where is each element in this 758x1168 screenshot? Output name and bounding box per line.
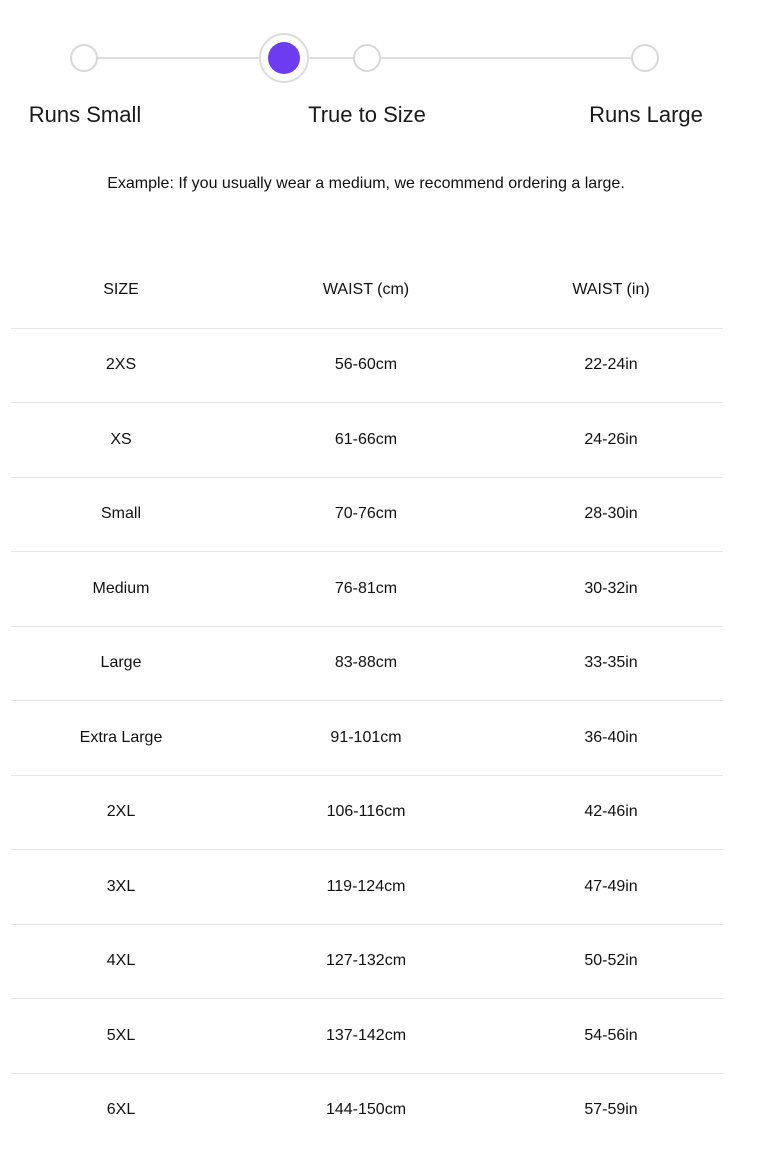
waist-in-cell: 54-56in [584, 1026, 638, 1044]
size-cell: 5XL [106, 1026, 136, 1044]
table-row [11, 924, 723, 999]
fit-scale-selected-marker [268, 42, 300, 74]
waist-cm-cell: 127-132cm [325, 952, 407, 970]
fit-scale-dot-true-to-size[interactable] [259, 33, 309, 83]
table-row [11, 402, 723, 477]
fit-scale-dot-runs-small[interactable] [70, 44, 98, 72]
waist-cm-cell: 76-81cm [334, 579, 398, 597]
waist-in-cell: 36-40in [584, 728, 638, 746]
size-table-header [11, 253, 723, 328]
waist-cm-cell: 144-150cm [325, 1101, 407, 1119]
size-cell: 6XL [106, 1101, 136, 1119]
waist-in-cell: 47-49in [584, 877, 638, 895]
waist-in-cell: 22-24in [584, 356, 638, 374]
fit-scale-dot-runs-large[interactable] [631, 44, 659, 72]
size-cell: 2XL [106, 803, 136, 821]
table-row [11, 998, 723, 1073]
waist-cm-cell: 61-66cm [334, 430, 398, 448]
waist-cm-cell: 91-101cm [330, 728, 402, 746]
size-cell: 2XS [105, 356, 137, 374]
waist-cm-cell: 137-142cm [325, 1026, 407, 1044]
size-cell: Large [100, 654, 142, 672]
waist-cm-cell: 83-88cm [334, 654, 398, 672]
size-cell: Small [100, 505, 142, 523]
fit-label-runs-small: Runs Small [28, 102, 142, 127]
waist-cm-cell: 56-60cm [334, 356, 398, 374]
fit-label-true-to-size: True to Size [308, 102, 426, 127]
table-row [11, 849, 723, 924]
waist-in-cell: 30-32in [584, 579, 638, 597]
table-row [11, 775, 723, 850]
size-cell: 3XL [106, 877, 136, 895]
size-table [11, 253, 723, 1147]
size-cell: XS [110, 430, 132, 448]
table-row [11, 700, 723, 775]
header-waist-cm: WAIST (cm) [322, 281, 410, 299]
size-cell: 4XL [106, 952, 136, 970]
header-waist-in: WAIST (in) [572, 281, 650, 299]
fit-example-text: Example: If you usually wear a medium, we recommend ordering a large. [107, 175, 625, 192]
waist-in-cell: 50-52in [584, 952, 638, 970]
table-row [11, 328, 723, 403]
waist-in-cell: 42-46in [584, 803, 638, 821]
table-row [11, 551, 723, 626]
waist-cm-cell: 119-124cm [326, 877, 406, 895]
waist-in-cell: 33-35in [584, 654, 638, 672]
table-row [11, 626, 723, 701]
size-cell: Medium [92, 579, 150, 597]
table-row [11, 477, 723, 552]
waist-in-cell: 57-59in [584, 1101, 638, 1119]
fit-label-runs-large: Runs Large [589, 102, 703, 127]
table-row [11, 1073, 723, 1148]
size-cell: Extra Large [79, 728, 163, 746]
fit-scale-dot-between[interactable] [353, 44, 381, 72]
waist-in-cell: 24-26in [584, 430, 638, 448]
waist-cm-cell: 70-76cm [334, 505, 398, 523]
waist-in-cell: 28-30in [584, 505, 638, 523]
waist-cm-cell: 106-116cm [326, 803, 406, 821]
header-size: SIZE [103, 281, 139, 299]
